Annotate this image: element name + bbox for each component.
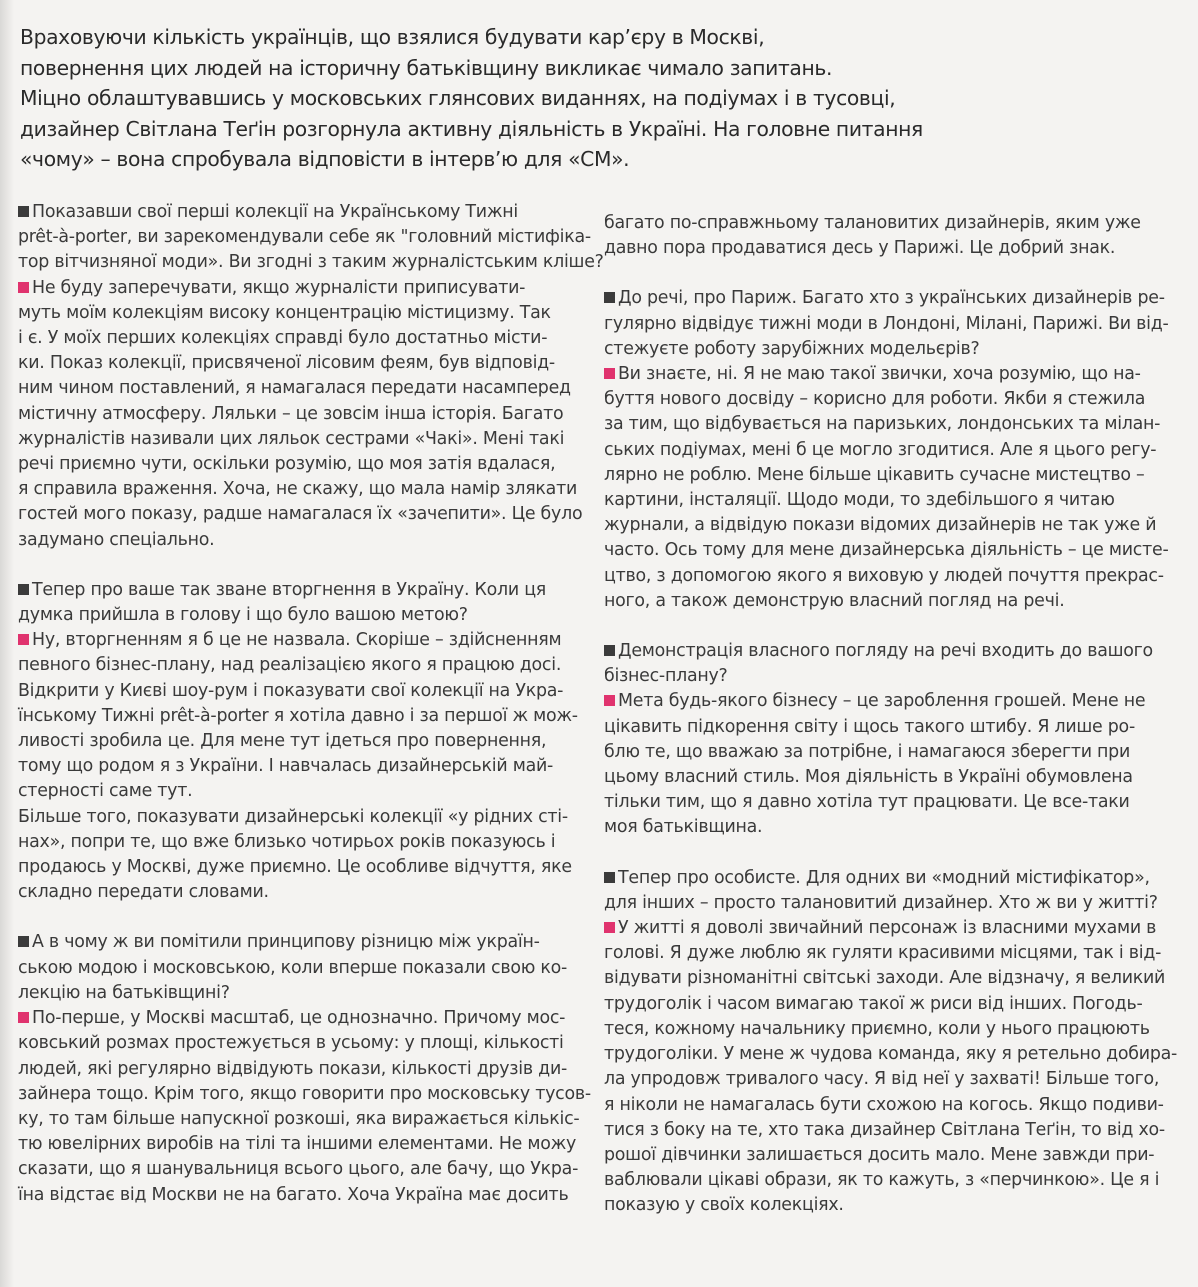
text-line: [604, 740, 1172, 765]
text-line: [18, 805, 584, 830]
text-line: [604, 412, 1172, 437]
text-line-content: лекцію на батьківщині?: [18, 982, 230, 1003]
text-line: [604, 790, 1172, 815]
text-line-content: блю те, що вважаю за потрібне, і намагаюся зберегти при: [604, 741, 1130, 762]
text-line-content: журнали, а відвідую покази відомих дизайнерів не так уже й: [604, 515, 1157, 536]
text-line-content: тю ювелірних виробів на тілі та іншими елементами. Не можу: [18, 1134, 577, 1155]
text-line-content: тися з боку на те, хто така дизайнер Світлана Теґін, то від хо-: [604, 1119, 1165, 1140]
text-line-content: певного бізнес-плану, над реалізацією якого я працюю досі.: [18, 655, 562, 676]
text-line-content: лярно не роблю. Мене більше цікавить сучасне мистецтво –: [604, 464, 1145, 485]
text-line-content: Не буду заперечувати, якщо журналісти приписувати-: [32, 277, 526, 298]
text-line-content: цікавить підкорення світу і щось такого штибу. Я лише ро-: [604, 716, 1135, 737]
text-line: [18, 477, 584, 502]
text-line-content: тому що родом я з України. І навчалась дизайнерській май-: [18, 756, 554, 777]
question-marker-icon: [18, 584, 29, 595]
text-line: [18, 1107, 584, 1132]
text-line: [604, 211, 1172, 236]
text-line: [604, 589, 1172, 614]
text-line: [18, 880, 584, 905]
text-line-content: цтво, з допомогою якого я виховую у людей почуття прекрас-: [604, 565, 1164, 586]
text-line: [18, 1157, 584, 1182]
text-line-content: тільки тим, що я давно хотіла тут працювати. Це все-таки: [604, 792, 1130, 813]
text-line: [604, 639, 1172, 664]
text-line: [604, 1067, 1172, 1092]
text-line: [604, 1118, 1172, 1143]
text-line: [604, 337, 1172, 362]
text-line-content: Відкрити у Києві шоу-рум і показувати свої колекції на Укра-: [18, 680, 564, 701]
text-line-content: До речі, про Париж. Багато хто з українських дизайнерів ре-: [618, 288, 1165, 309]
text-line-content: prêt-à-porter, ви зарекомендували себе як "головний містифіка-: [18, 227, 591, 248]
text-line: [18, 502, 584, 527]
text-line: [604, 236, 1172, 261]
text-line: [604, 538, 1172, 563]
text-line: [18, 326, 584, 351]
text-line-content: їнському Тижні prêt-à-porter я хотіла давно і за першої ж мож-: [18, 705, 578, 726]
text-line-content: моя батьківщина.: [604, 817, 763, 838]
text-line-content: думка прийшла в голову і що було вашою метою?: [18, 605, 468, 626]
text-line: [604, 1143, 1172, 1168]
text-line: [604, 1193, 1172, 1218]
text-line-content: задумано спеціально.: [18, 529, 215, 550]
intro-lead: [20, 22, 923, 175]
text-line-content: ковський розмах простежується в усьому: у площі, кількості: [18, 1033, 564, 1054]
text-line: [18, 956, 584, 981]
text-line: [18, 402, 584, 427]
text-line: [18, 301, 584, 326]
text-line: [18, 679, 584, 704]
text-line: [604, 513, 1172, 538]
text-line-content: для інших – просто талановитий дизайнер. Хто ж ви у житті?: [604, 892, 1158, 913]
text-line-content: їна відстає від Москви не на багато. Хоча Україна має досить: [18, 1184, 569, 1205]
text-line: [604, 992, 1172, 1017]
text-line-content: ного, а також демонструю власний погляд на речі.: [604, 590, 1065, 611]
text-line: [604, 941, 1172, 966]
text-line: [18, 1057, 584, 1082]
text-line: [604, 916, 1172, 941]
text-line: [18, 200, 584, 225]
text-line: [18, 855, 584, 880]
text-line-content: стежуєте роботу зарубіжних модельєрів?: [604, 338, 980, 359]
text-line-content: сказати, що я шанувальниця всього цього, але бачу, що Укра-: [18, 1159, 579, 1180]
intro-line: дизайнер Світлана Теґін розгорнула активну діяльність в Україні. На головне питання: [20, 116, 923, 141]
text-line-content: багато по-справжньому талановитих дизайнерів, яким уже: [604, 213, 1141, 233]
text-line: [604, 564, 1172, 589]
text-line-content: складно передати словами.: [18, 882, 269, 903]
text-line-content: ливості зробила це. Для мене тут ідеться про повернення,: [18, 731, 547, 752]
text-line: [18, 1082, 591, 1107]
text-line: [18, 653, 584, 678]
paragraph-gap: [18, 905, 584, 930]
page-binding-shadow: [0, 0, 14, 1287]
text-line: [18, 628, 584, 653]
text-line-content: речі приємно чути, оскільки розумію, що моя затія вдалася,: [18, 454, 556, 475]
text-line-content: відувати різноманітні світські заходи. Але відзначу, я великий: [604, 968, 1166, 989]
text-line: [604, 438, 1172, 463]
text-line-content: я справила враження. Хоча, не скажу, що мала намір злякати: [18, 479, 578, 500]
text-line: [604, 715, 1172, 740]
text-line-content: часто. Ось тому для мене дизайнерська діяльність – це мисте-: [604, 540, 1169, 561]
text-line: [604, 765, 1172, 790]
text-line-content: тор вітчизняної моди». Ви згодні з таким журналістським кліше?: [18, 252, 604, 273]
text-line: [18, 754, 584, 779]
intro-line: Враховуючи кількість українців, що взялися будувати кар’єру в Москві,: [20, 25, 765, 49]
text-line: [18, 729, 584, 754]
text-line: [604, 1017, 1172, 1042]
text-line-content: я ніколи не намагалась бути схожою на когось. Якщо подиви-: [604, 1094, 1164, 1115]
text-line: [604, 664, 1172, 689]
paragraph-gap: [604, 261, 1172, 286]
text-line-content: зайнера тощо. Крім того, якщо говорити про московську тусов-: [18, 1083, 591, 1104]
text-line: [604, 286, 1172, 311]
interview-column-right: [604, 211, 1178, 1219]
text-line-content: за тим, що відбувається на паризьких, лондонських та мілан-: [604, 414, 1161, 435]
text-line: [604, 1168, 1172, 1193]
paragraph-gap: [604, 614, 1172, 639]
question-marker-icon: [604, 872, 615, 883]
text-line-content: містичну атмосферу. Ляльки – це зовсім інша історія. Багато: [18, 403, 564, 424]
text-line: [18, 427, 584, 452]
text-line-content: Показавши свої перші колекції на Українському Тижні: [32, 202, 518, 222]
text-line-content: трудоголіки. У мене ж чудова команда, яку я ретельно добира-: [604, 1044, 1178, 1065]
text-line-content: нах», попри те, що вже близько чотирьох років показуюсь і: [18, 831, 556, 852]
text-line-content: цьому власний стиль. Моя діяльність в Україні обумовлена: [604, 767, 1133, 788]
text-line: [18, 603, 584, 628]
text-line-content: теся, кожному начальнику приємно, коли у нього працюють: [604, 1018, 1150, 1039]
paragraph-gap: [18, 553, 584, 578]
text-line: [604, 689, 1172, 714]
text-line: [18, 830, 584, 855]
text-line-content: гостей мого показу, радше намагалася їх «зачепити». Це було: [18, 504, 583, 525]
paragraph-gap: [604, 841, 1172, 866]
text-line-content: давно пора продаватися десь у Парижі. Це добрий знак.: [604, 238, 1116, 259]
text-line-content: ним чином поставлений, я намагалася передати насамперед: [18, 378, 571, 399]
question-marker-icon: [604, 292, 615, 303]
text-line-content: продаюсь у Москві, дуже приємно. Це особливе відчуття, яке: [18, 857, 572, 878]
text-line: [604, 463, 1172, 488]
text-line: [18, 930, 584, 955]
answer-marker-icon: [604, 922, 615, 933]
text-line-content: муть моїм колекціям високу концентрацію містицизму. Так: [18, 302, 551, 323]
text-line-content: Більше того, показувати дизайнерські колекції «у рідних сті-: [18, 806, 568, 827]
text-line-content: показую у своїх колекціях.: [604, 1195, 844, 1216]
text-line: [18, 704, 584, 729]
text-line: [604, 1093, 1172, 1118]
text-line: [18, 779, 584, 804]
text-line: [18, 376, 584, 401]
interview-column-left: [18, 200, 604, 1208]
answer-marker-icon: [604, 368, 615, 379]
text-line: [604, 488, 1172, 513]
text-line-content: Тепер про ваше так зване вторгнення в Україну. Коли ця: [32, 579, 547, 600]
text-line: [18, 351, 584, 376]
text-line: [604, 866, 1172, 891]
text-line-content: ку, то там більше напускної розкоші, яка виражається кількіс-: [18, 1108, 580, 1129]
text-line-content: людей, які регулярно відвідують покази, кількості друзів ди-: [18, 1058, 568, 1079]
text-line-content: стерності саме тут.: [18, 781, 193, 802]
text-line-content: картини, інсталяції. Щодо моди, то здебільшого я читаю: [604, 490, 1115, 511]
text-line: [18, 1132, 584, 1157]
text-line-content: Ви знаєте, ні. Я не маю такої звички, хоча розумію, що на-: [618, 364, 1141, 385]
text-line-content: рошої дівчинки залишається досить мало. Мене завжди при-: [604, 1144, 1155, 1165]
text-line: [18, 528, 584, 553]
text-line-content: ла упродовж тривалого часу. Я від неї у захваті! Більше того,: [604, 1069, 1160, 1090]
text-line: [18, 578, 584, 603]
text-line: [604, 966, 1172, 991]
intro-line: «чому» – вона спробувала відповісти в інтерв’ю для «СМ».: [20, 147, 630, 171]
text-line-content: Мета будь-якого бізнесу – це зароблення грошей. Мене не: [618, 691, 1146, 712]
text-line-content: буття нового досвіду – корисно для роботи. Якби я стежила: [604, 389, 1146, 410]
text-line: [18, 452, 584, 477]
text-line-content: У житті я доволі звичайний персонаж із власними мухами в: [618, 918, 1157, 939]
intro-line: Міцно облаштувавшись у московських глянсових виданнях, на подіумах і в тусовці,: [20, 86, 896, 110]
question-marker-icon: [604, 645, 615, 656]
text-line: [18, 225, 591, 250]
text-line-content: голові. Я дуже люблю як гуляти красивими місцями, так і від-: [604, 943, 1162, 964]
answer-marker-icon: [18, 1012, 29, 1023]
text-line: [604, 312, 1172, 337]
text-line: [18, 276, 584, 301]
answer-marker-icon: [18, 282, 29, 293]
question-marker-icon: [18, 206, 29, 217]
text-line: [604, 891, 1172, 916]
answer-marker-icon: [18, 634, 29, 645]
text-line: [604, 1042, 1178, 1067]
text-line-content: ською модою і московською, коли вперше показали свою ко-: [18, 957, 568, 978]
text-line-content: А в чому ж ви помітили принципову різницю між україн-: [32, 932, 540, 953]
text-line: [18, 1031, 584, 1056]
text-line-content: бізнес-плану?: [604, 666, 728, 687]
text-line-content: По-перше, у Москві масштаб, це однозначно. Причому мос-: [32, 1008, 566, 1029]
text-line: [604, 362, 1172, 387]
text-line: [18, 1183, 584, 1208]
text-line: [18, 1006, 584, 1031]
text-line: [18, 981, 584, 1006]
text-line: [18, 250, 604, 275]
text-line-content: Тепер про особисте. Для одних ви «модний містифікатор»,: [618, 867, 1150, 888]
text-line-content: ваблювали цікаві образи, як то кажуть, з «перчинкою». Це я і: [604, 1170, 1160, 1191]
text-line-content: і є. У моїх перших колекціях справді було достатньо місти-: [18, 328, 548, 349]
text-line-content: гулярно відвідує тижні моди в Лондоні, Мілані, Парижі. Ви від-: [604, 313, 1169, 334]
text-line-content: трудоголік і часом вимагаю такої ж риси від інших. Погодь-: [604, 993, 1143, 1014]
text-line-content: журналістів називали цих ляльок сестрами «Чакі». Мені такі: [18, 428, 565, 449]
answer-marker-icon: [604, 695, 615, 706]
text-line-content: ських подіумах, мені б це могло згодитися. Але я цього регу-: [604, 439, 1157, 460]
text-line-content: Ну, вторгненням я б це не назвала. Скоріше – здійсненням: [32, 630, 562, 651]
text-line-content: Демонстрація власного погляду на речі входить до вашого: [618, 641, 1153, 662]
text-line-content: ки. Показ колекції, присвяченої лісовим феям, був відповід-: [18, 353, 555, 374]
text-line: [604, 815, 1172, 840]
intro-line: повернення цих людей на історичну батьківщину викликає чимало запитань.: [20, 55, 833, 80]
text-line: [604, 387, 1172, 412]
question-marker-icon: [18, 936, 29, 947]
